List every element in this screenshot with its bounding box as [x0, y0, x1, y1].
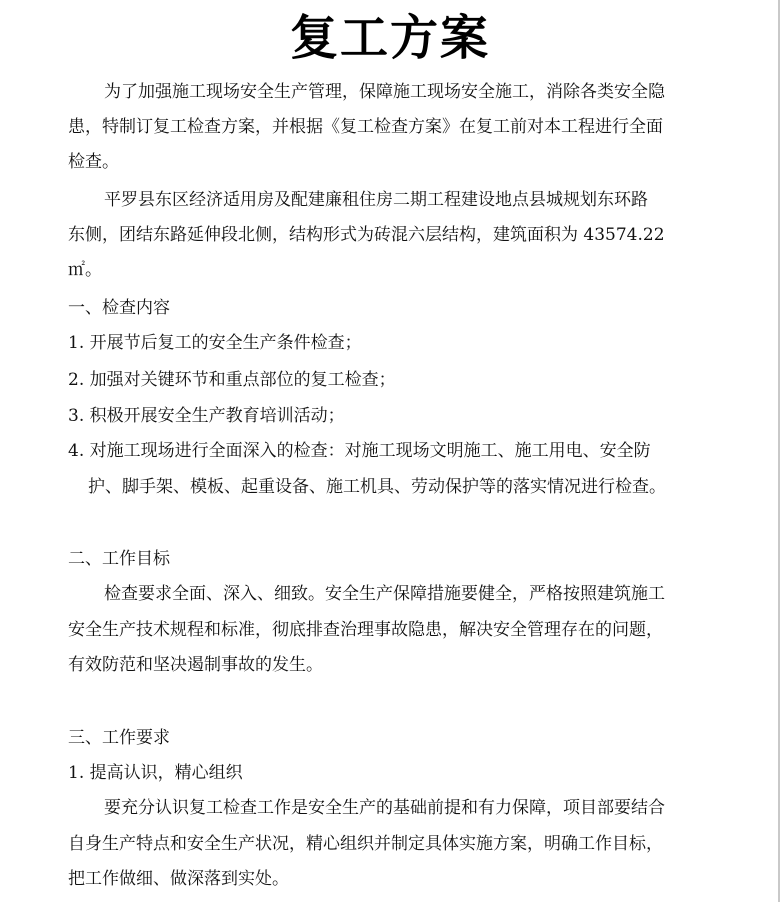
intro-line-1: 为了加强施工现场安全生产管理，保障施工现场安全施工，消除各类安全隐: [104, 82, 665, 102]
section3-line-2: 自身生产特点和安全生产状况，精心组织并制定具体实施方案，明确工作目标，: [68, 834, 663, 854]
document-title: 复工方案: [289, 10, 490, 66]
project-line-3: ㎡。: [68, 260, 102, 280]
project-line-1: 平罗县东区经济适用房及配建廉租住房二期工程建设地点县城规划东环路: [104, 190, 648, 210]
section2-line-3: 有效防范和坚决遏制事故的发生。: [68, 655, 323, 675]
section1-item-4: 4. 对施工现场进行全面深入的检查：对施工现场文明施工、施工用电、安全防: [68, 441, 651, 461]
section1-heading: 一、检查内容: [68, 298, 170, 318]
section3-subheading-1: 1. 提高认识，精心组织: [68, 763, 243, 783]
intro-line-2: 患，特制订复工检查方案，并根据《复工检查方案》在复工前对本工程进行全面: [68, 117, 663, 137]
section3-line-3: 把工作做细、做深落到实处。: [68, 869, 289, 889]
section2-heading: 二、工作目标: [68, 549, 170, 569]
section1-item-1: 1. 开展节后复工的安全生产条件检查；: [68, 333, 362, 353]
section2-line-1: 检查要求全面、深入、细致。安全生产保障措施要健全，严格按照建筑施工: [104, 584, 665, 604]
section1-item-2: 2. 加强对关键环节和重点部位的复工检查；: [68, 370, 396, 390]
section1-item-4-continued: 护、脚手架、模板、起重设备、施工机具、劳动保护等的落实情况进行检查。: [88, 477, 666, 497]
section3-line-1: 要充分认识复工检查工作是安全生产的基础前提和有力保障，项目部要结合: [104, 798, 665, 818]
intro-line-3: 检查。: [68, 152, 119, 172]
section3-heading: 三、工作要求: [68, 728, 170, 748]
section2-line-2: 安全生产技术规程和标准，彻底排查治理事故隐患，解决安全管理存在的问题，: [68, 620, 663, 640]
project-line-2: 东侧，团结东路延伸段北侧，结构形式为砖混六层结构，建筑面积为 43574.22: [68, 225, 665, 245]
section1-item-3: 3. 积极开展安全生产教育培训活动；: [68, 406, 345, 426]
